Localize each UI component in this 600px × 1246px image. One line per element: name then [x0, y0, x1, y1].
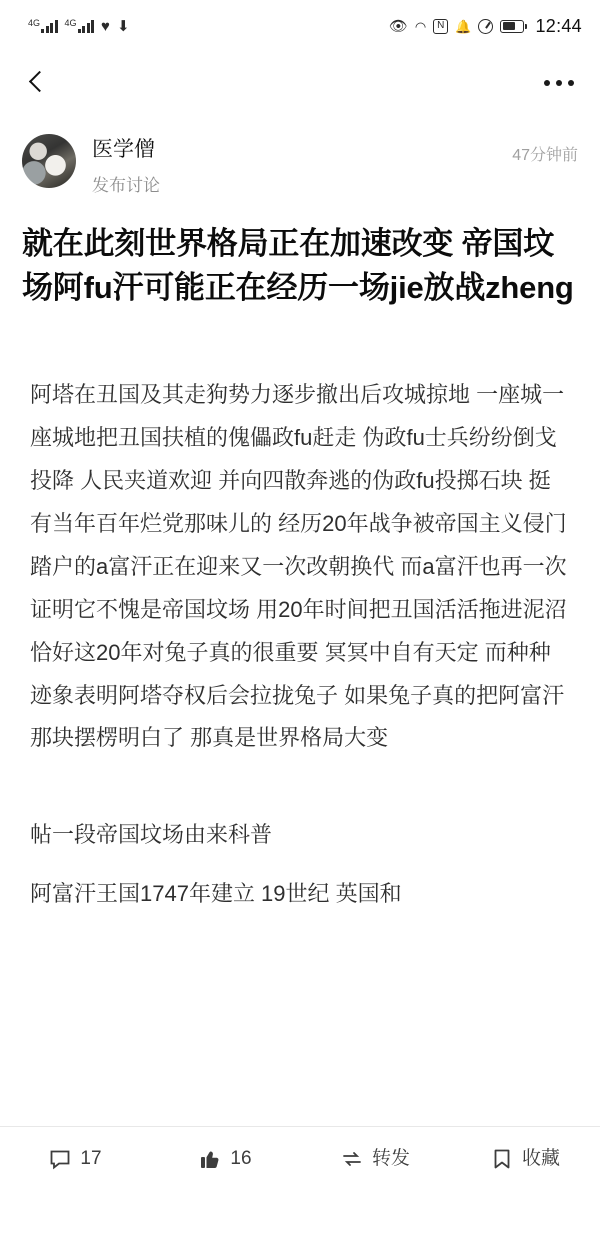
thumbs-up-icon [198, 1147, 222, 1171]
action-bar [0, 1126, 600, 1190]
author-meta [92, 134, 512, 196]
post-paragraph: 阿塔在丑国及其走狗势力逐步撤出后攻城掠地 一座城一座城地把丑国扶植的傀儡政fu赶走 伪政fu士兵纷纷倒戈投降 人民夹道欢迎 并向四散奔逃的伪政fu投掷石块 挺有当年百年烂党那味儿的 经历20年战争被帝国主义侵门踏户的a富汗正在迎来又一次改朝换代 而a富汗也再一次证明它不愧是帝国坟场 用20年时间把丑国活活拖进泥沼 恰好这20年对兔子真的很重要 冥冥中自有天定 而种种迹象表明阿塔夺权后会拉拢兔子 如果兔子真的把阿富汗那块摆楞明白了 那真是世界格局大变 [30, 382, 567, 751]
network-type-label-1: 4G [28, 18, 41, 28]
forward-icon [340, 1147, 364, 1171]
author-name[interactable]: 医学僧 [92, 138, 155, 161]
forward-label: 转发 [371, 1148, 410, 1169]
post-body [0, 310, 600, 916]
author-subtitle: 发布讨论 [92, 176, 160, 196]
network-type-label-2: 4G [64, 18, 77, 28]
status-bar-left [28, 19, 130, 34]
forward-button[interactable] [300, 1147, 450, 1171]
avatar[interactable] [22, 134, 76, 188]
nfc-icon: N [433, 19, 448, 34]
like-button[interactable] [150, 1147, 300, 1171]
favorite-button[interactable] [450, 1147, 600, 1171]
comment-button[interactable] [0, 1147, 150, 1171]
signal-bars-icon-2 [65, 19, 95, 33]
speedometer-icon [478, 19, 493, 34]
eye-icon: 👁 [388, 17, 408, 35]
bookmark-icon [490, 1147, 514, 1171]
post-paragraph: 帖一段帝国坟场由来科普 [30, 822, 273, 848]
battery-icon [500, 20, 524, 33]
post-paragraph: 阿富汗王国1747年建立 19世纪 英国和 [30, 881, 402, 907]
status-bar [0, 0, 600, 52]
navigation-bar [0, 52, 600, 114]
status-bar-right [389, 16, 582, 37]
post-title: 就在此刻世界格局正在加速改变 帝国坟场阿fu汗可能正在经历一场jie放战zheng [22, 226, 574, 306]
more-options-icon[interactable] [544, 80, 574, 86]
favorite-label: 收藏 [521, 1148, 560, 1169]
download-icon: ⬇ [116, 17, 130, 35]
like-count: 16 [230, 1148, 252, 1169]
post-timestamp: 47分钟前 [512, 147, 578, 164]
comment-icon [48, 1147, 72, 1171]
author-row[interactable] [0, 114, 600, 204]
clock-label: 12:44 [535, 15, 582, 36]
bell-mute-icon: 🔔 [455, 18, 472, 34]
comment-count: 17 [80, 1148, 102, 1169]
back-chevron-icon[interactable] [22, 68, 52, 98]
post-content [0, 114, 600, 1190]
signal-bars-icon [28, 19, 58, 33]
location-icon: ◠ [414, 18, 427, 34]
heart-icon: ♥ [101, 17, 110, 35]
